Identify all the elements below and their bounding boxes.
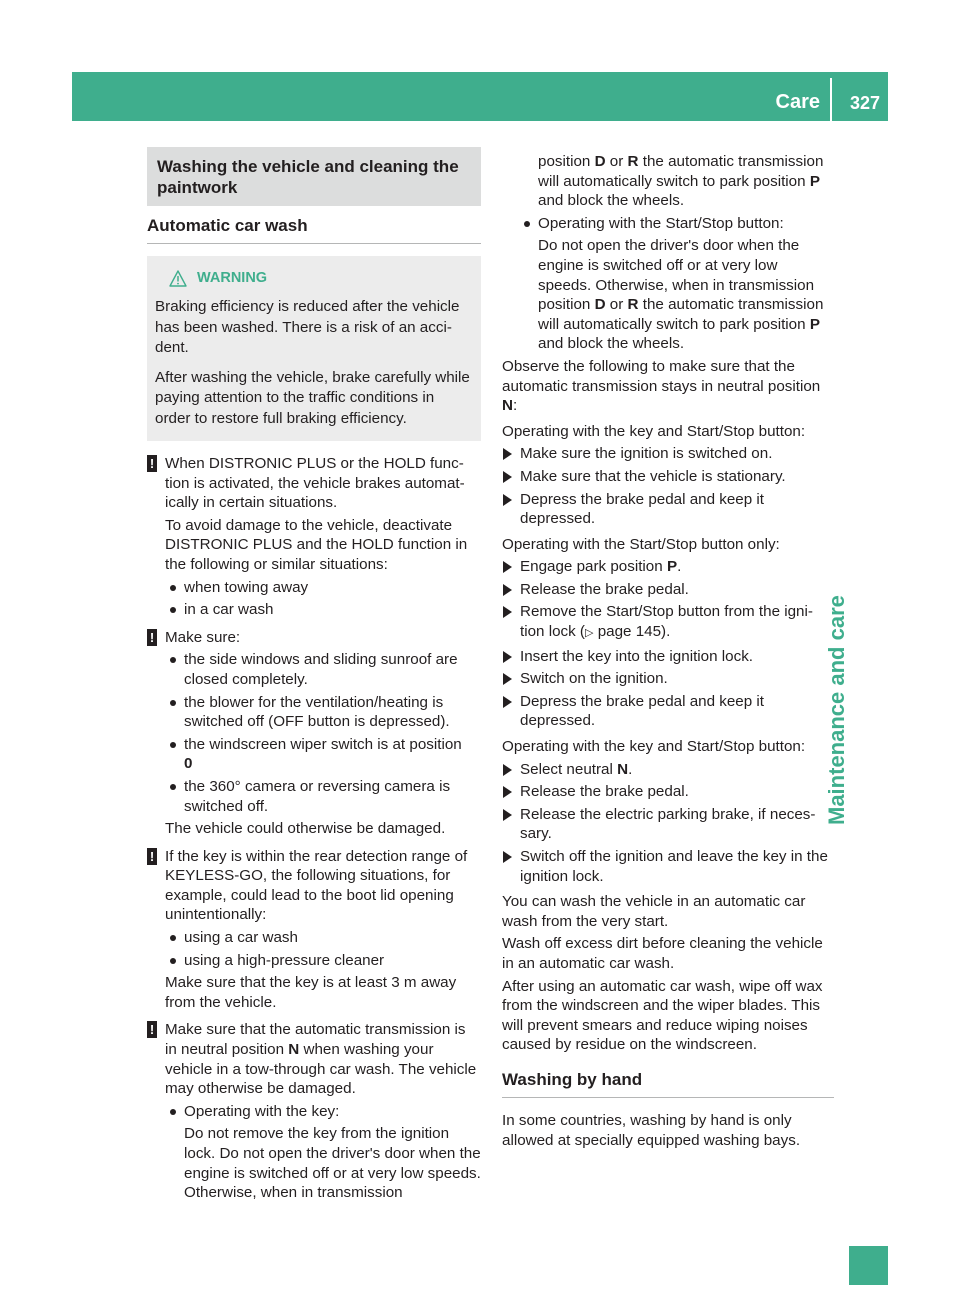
- step-list: [502, 557, 834, 731]
- continued-text: [502, 152, 834, 211]
- step-arrow-icon: [503, 809, 512, 821]
- bullet-list: [165, 1102, 481, 1203]
- bullet-list: [502, 214, 834, 354]
- step-text: Switch off the ignition and leave the key in the ignition lock.: [520, 848, 828, 885]
- note-text: To avoid damage to the vehicle, deactivate DISTRONIC PLUS and the HOLD function in the following or similar situations:: [165, 516, 468, 573]
- step-text: Release the brake pedal.: [520, 783, 689, 801]
- text-run: :: [512, 397, 518, 415]
- step-list: [502, 444, 834, 528]
- step-item: [502, 669, 834, 689]
- text-run: the automatic transmission will automatically switch to park position: [538, 153, 824, 190]
- gear-d: D: [594, 153, 606, 170]
- step-item: [502, 847, 834, 886]
- note-transmission: [147, 1020, 481, 1202]
- list-item-sub: Do not remove the key from the ignition lock. Do not open the driver's door when the engine is switched off or at very low speeds. Otherwise, when in transmission: [184, 1125, 481, 1202]
- step-text: Remove the Start/Stop button from the igni-tion lock (: [520, 603, 813, 641]
- header-bar: [72, 72, 888, 121]
- exclamation-icon: !: [147, 455, 157, 472]
- right-column: [502, 147, 834, 1150]
- step-text: Make sure that the vehicle is stationary.: [520, 467, 786, 485]
- warning-text-2: After washing the vehicle, brake carefully while paying attention to the traffic conditions in order to restore full braking efficiency.: [155, 368, 470, 427]
- paragraph: In some countries, washing by hand is only allowed at specially equipped washing bays.: [502, 1111, 801, 1149]
- gear-p: P: [809, 315, 820, 333]
- text-run: position: [538, 153, 591, 170]
- step-item: [502, 692, 834, 731]
- step-text: Engage park position: [520, 558, 663, 576]
- step-list: [502, 760, 834, 887]
- step-text: Make sure the ignition is switched on.: [520, 445, 773, 463]
- gear-n: N: [502, 397, 513, 415]
- side-tab-label: Maintenance and care: [824, 595, 849, 825]
- list-item-sub: [538, 236, 834, 354]
- step-text: Insert the key into the ignition lock.: [520, 647, 754, 665]
- warning-title: [155, 268, 473, 288]
- text-run: or: [609, 296, 624, 314]
- list-item: the blower for the ventilation/heating is switched off (OFF button is depressed).: [165, 693, 481, 732]
- step-item: [502, 782, 834, 802]
- warning-title-text: WARNING: [197, 270, 268, 286]
- text-run: or: [609, 153, 624, 170]
- paragraph: Wash off excess dirt before cleaning the vehicle in an automatic car wash.: [502, 935, 823, 972]
- step-item: [502, 602, 834, 643]
- wiper-position: 0: [184, 755, 193, 773]
- note-keyless-go: [147, 847, 481, 1013]
- text-run: and block the wheels.: [538, 192, 685, 210]
- list-item: in a car wash: [165, 600, 481, 620]
- note-text: The vehicle could otherwise be damaged.: [165, 820, 446, 838]
- list-item: using a high-pressure cleaner: [165, 951, 481, 971]
- bullet-list: [165, 928, 481, 970]
- step-item: [502, 490, 834, 529]
- warning-triangle-icon: [169, 270, 187, 287]
- step-item: [502, 760, 834, 780]
- step-text: Select neutral: [520, 760, 613, 778]
- paragraph-observe: [502, 357, 834, 416]
- left-column: [147, 147, 481, 1203]
- exclamation-icon: !: [147, 1021, 157, 1038]
- list-item: [165, 735, 481, 774]
- list-item: the 360° camera or reversing camera is switched off.: [165, 777, 481, 816]
- text-run: Make sure that the automatic transmission is in neutral position: [165, 1021, 466, 1059]
- subheading-washing-by-hand: Washing by hand: [502, 1069, 834, 1098]
- list-item: [519, 214, 834, 354]
- gear-r: R: [627, 296, 639, 314]
- note-text: When DISTRONIC PLUS or the HOLD func-tion is activated, the vehicle brakes automat-ically in certain situations.: [165, 455, 465, 512]
- exclamation-icon: !: [147, 848, 157, 865]
- text-run: when washing your vehicle in a tow-through car wash. The vehicle may otherwise be damaged.: [165, 1041, 477, 1098]
- warning-text-1: Braking efficiency is reduced after the vehicle has been washed. There is a risk of an acci-dent.: [155, 298, 460, 356]
- step-arrow-icon: [503, 561, 512, 573]
- step-item: [502, 557, 834, 577]
- step-text: Depress the brake pedal and keep it depressed.: [520, 692, 765, 730]
- page-number: 327: [849, 93, 880, 113]
- section-title: Washing the vehicle and cleaning the paintwork: [147, 147, 481, 206]
- text-run: and block the wheels.: [538, 335, 685, 353]
- operation-title: Operating with the Start/Stop button only:: [502, 535, 780, 553]
- step-arrow-icon: [503, 764, 512, 776]
- step-item: [502, 580, 834, 600]
- step-arrow-icon: [503, 651, 512, 663]
- step-arrow-icon: [503, 786, 512, 798]
- step-text: .: [628, 760, 633, 778]
- note-text: Make sure:: [165, 628, 241, 646]
- list-item-title: Operating with the key:: [184, 1102, 340, 1120]
- note-text: Make sure that the key is at least 3 m away from the vehicle.: [165, 974, 457, 1011]
- note-make-sure: [147, 628, 481, 839]
- paragraph: After using an automatic car wash, wipe off wax from the windscreen and the wiper blades. This will prevent smears and reduce wiping noises caused by residue on the windscreen.: [502, 977, 823, 1054]
- text-run: the automatic transmission will automatically switch to park position: [538, 296, 824, 333]
- gear-r: R: [627, 153, 639, 170]
- header-divider: [830, 78, 832, 121]
- exclamation-icon: !: [147, 629, 157, 646]
- gear-n: N: [617, 760, 629, 778]
- operation-title: Operating with the key and Start/Stop button:: [502, 738, 806, 756]
- bullet-list: [165, 650, 481, 816]
- list-item-title: Operating with the Start/Stop button:: [538, 214, 784, 232]
- step-item: [502, 467, 834, 487]
- step-arrow-icon: [503, 851, 512, 863]
- list-item: using a car wash: [165, 928, 481, 948]
- step-item: [502, 805, 834, 844]
- text-run: Observe the following to make sure that the automatic transmission stays in neutral position: [502, 357, 821, 395]
- list-item: the side windows and sliding sunroof are closed completely.: [165, 650, 481, 689]
- header-title: Care: [775, 91, 820, 113]
- step-text: Release the electric parking brake, if neces-sary.: [520, 805, 816, 843]
- side-tab-block: [849, 1246, 888, 1285]
- page-ref-arrow-icon: ▷: [585, 627, 594, 640]
- step-arrow-icon: [503, 584, 512, 596]
- step-text: Release the brake pedal.: [520, 580, 689, 598]
- gear-p: P: [809, 172, 820, 190]
- operation-title: Operating with the key and Start/Stop button:: [502, 422, 806, 440]
- warning-box: [147, 256, 481, 441]
- step-arrow-icon: [503, 471, 512, 483]
- step-arrow-icon: [503, 673, 512, 685]
- note-text: If the key is within the rear detection range of KEYLESS-GO, the following situations, for example, could lead to the boot lid opening unintentionally:: [165, 847, 468, 924]
- step-text: .: [677, 558, 682, 576]
- step-item: [502, 444, 834, 464]
- note-distronic: [147, 454, 481, 620]
- paragraph: You can wash the vehicle in an automatic car wash from the very start.: [502, 893, 806, 930]
- step-arrow-icon: [503, 448, 512, 460]
- subheading-automatic-car-wash: Automatic car wash: [147, 215, 481, 244]
- list-item: when towing away: [165, 578, 481, 598]
- list-item-text: the windscreen wiper switch is at position: [184, 735, 462, 753]
- step-arrow-icon: [503, 696, 512, 708]
- page-ref-link[interactable]: page 145).: [593, 623, 671, 641]
- gear-n: N: [288, 1041, 300, 1059]
- step-text: Depress the brake pedal and keep it depressed.: [520, 490, 765, 528]
- bullet-list: [165, 578, 481, 620]
- gear-p: P: [666, 558, 678, 576]
- step-text: Switch on the ignition.: [520, 670, 668, 688]
- gear-d: D: [594, 296, 606, 314]
- note-text: [165, 1020, 481, 1098]
- step-arrow-icon: [503, 606, 512, 618]
- step-item: [502, 647, 834, 667]
- text-run: Do not open the driver's door when the engine is switched off or at very low speeds. Otherwise, when in transmission position: [538, 237, 815, 314]
- step-arrow-icon: [503, 494, 512, 506]
- list-item: [165, 1102, 481, 1203]
